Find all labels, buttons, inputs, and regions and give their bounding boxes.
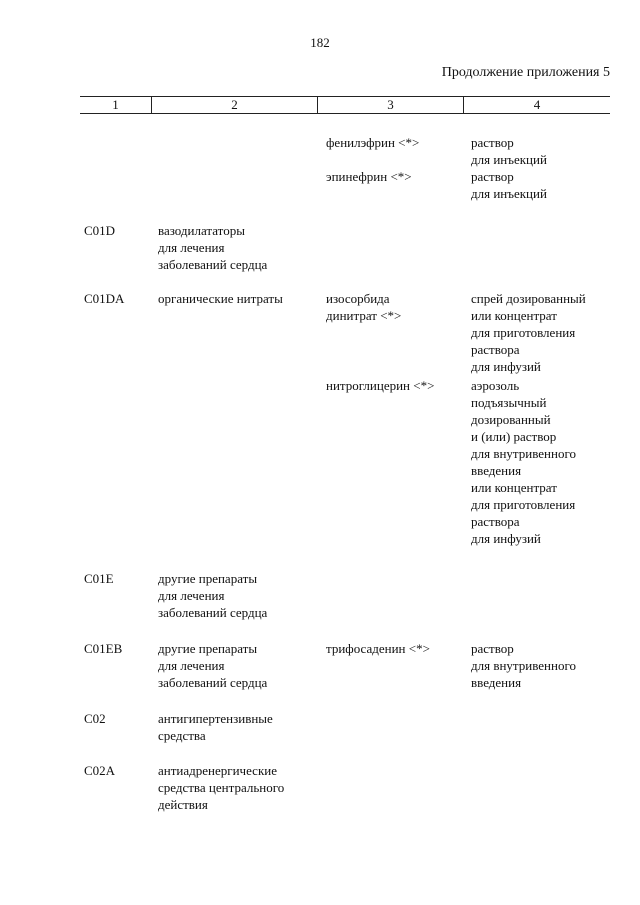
- dosage-form: спрей дозированный или концентрат для приготовления раствора для инфузий: [471, 291, 586, 374]
- drug-name: эпинефрин <*>: [326, 169, 412, 184]
- dosage-form: аэрозоль подъязычный дозированный и (или) раствор для внутривенного введения или концентрат для приготовления раствора для инфузий: [471, 378, 576, 546]
- drug-name: изосорбида динитрат <*>: [326, 291, 402, 323]
- header-col-2: 2: [152, 97, 318, 113]
- table-header: [80, 96, 610, 114]
- atc-code: C02A: [84, 763, 116, 778]
- atc-code: C01E: [84, 571, 114, 586]
- atc-group: антиадренергические средства центрального действия: [158, 763, 285, 812]
- atc-group: другие препараты для лечения заболеваний сердца: [158, 641, 268, 690]
- drug-name: трифосаденин <*>: [326, 641, 430, 656]
- drug-name: нитроглицерин <*>: [326, 378, 435, 393]
- page-number: 182: [310, 35, 330, 50]
- atc-group: вазодилататоры для лечения заболеваний сердца: [158, 223, 268, 272]
- atc-code: C01D: [84, 223, 116, 238]
- dosage-form: раствор для внутривенного введения: [471, 641, 576, 690]
- dosage-form: раствор для инъекций: [471, 169, 547, 201]
- atc-group: антигипертензивные средства: [158, 711, 273, 743]
- continuation-label: Продолжение приложения 5: [441, 65, 610, 80]
- header-col-1: 1: [80, 97, 152, 113]
- dosage-form: раствор для инъекций: [471, 135, 547, 167]
- atc-code: C02: [84, 711, 106, 726]
- atc-code: C01DA: [84, 291, 125, 306]
- atc-code: C01EB: [84, 641, 123, 656]
- atc-group: другие препараты для лечения заболеваний сердца: [158, 571, 268, 620]
- header-col-4: 4: [533, 97, 541, 112]
- header-col-3: 3: [318, 97, 464, 113]
- atc-group: органические нитраты: [158, 291, 283, 306]
- drug-name: фенилэфрин <*>: [326, 135, 420, 150]
